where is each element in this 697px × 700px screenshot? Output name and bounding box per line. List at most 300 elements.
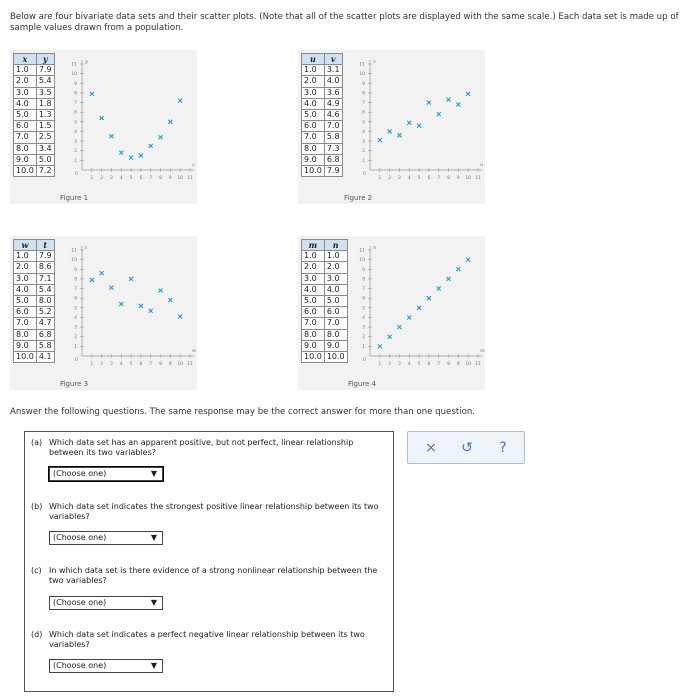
data-point <box>407 315 411 319</box>
table-cell: 8.0 <box>324 329 347 340</box>
y-tick-label: 4 <box>74 315 77 321</box>
table-row <box>302 329 348 340</box>
x-tick-label: 6 <box>427 176 431 181</box>
question-text: In which data set is there evidence of a strong nonlinear relationship between the two variables? <box>49 566 378 585</box>
table-cell: 10.0 <box>14 351 37 362</box>
table-cell: 7.9 <box>324 165 342 176</box>
y-tick-label: 2 <box>74 149 77 155</box>
y-tick-label: 10 <box>359 258 365 264</box>
table-cell: 4.6 <box>324 109 342 120</box>
table-cell: 7.3 <box>324 143 342 154</box>
figure-label: Figure 2 <box>344 194 373 202</box>
scatter-plot <box>350 238 485 378</box>
table-row <box>14 329 55 340</box>
x-tick-label: 4 <box>407 362 411 367</box>
table-header-row <box>14 54 55 65</box>
data-point <box>159 135 163 139</box>
x-tick-label: 2 <box>100 362 104 367</box>
table-cell: 5.0 <box>302 295 325 306</box>
x-tick-label: 5 <box>417 362 421 367</box>
x-tick-label: 6 <box>427 362 431 367</box>
table-cell: 7.9 <box>36 65 54 76</box>
table-cell: 8.0 <box>14 143 37 154</box>
origin-label: 0 <box>75 358 78 363</box>
y-tick-label: 8 <box>362 277 365 283</box>
x-axis-label: x <box>192 162 195 168</box>
y-tick-label: 9 <box>362 81 365 87</box>
table-row <box>14 351 55 362</box>
column-header: v <box>324 54 342 65</box>
table-cell: 3.0 <box>302 273 325 284</box>
x-tick-label: 11 <box>187 362 193 367</box>
table-cell: 10.0 <box>302 351 325 362</box>
y-axis-label: t <box>85 245 88 251</box>
data-point <box>109 286 113 290</box>
table-row <box>14 318 55 329</box>
y-tick-label: 10 <box>359 72 365 78</box>
x-tick-label: 3 <box>110 362 113 367</box>
x-tick-label: 8 <box>447 362 450 367</box>
data-point <box>100 116 104 120</box>
y-tick-label: 6 <box>74 110 77 116</box>
table-cell: 3.0 <box>14 87 37 98</box>
x-tick-label: 1 <box>90 176 94 181</box>
y-tick-label: 7 <box>362 287 365 293</box>
y-tick-label: 3 <box>74 325 77 331</box>
table-row <box>302 251 348 262</box>
table-cell: 2.0 <box>302 262 325 273</box>
table-cell: 1.3 <box>36 109 54 120</box>
data-table <box>301 53 343 177</box>
data-point <box>119 151 123 155</box>
x-tick-label: 1 <box>378 362 382 367</box>
table-cell: 9.0 <box>302 340 325 351</box>
table-cell: 5.0 <box>36 154 54 165</box>
data-point <box>417 124 421 128</box>
scatter-plot <box>350 52 482 192</box>
x-tick-label: 7 <box>149 176 153 181</box>
table-cell: 4.0 <box>14 98 37 109</box>
x-tick-label: 2 <box>388 176 392 181</box>
table-cell: 10.0 <box>302 165 325 176</box>
table-row <box>14 143 55 154</box>
x-axis-label: w <box>192 348 197 354</box>
x-tick-label: 11 <box>475 176 481 181</box>
select-value: (Choose one) <box>53 469 107 478</box>
data-point <box>417 306 421 310</box>
x-tick-label: 4 <box>119 176 123 181</box>
table-row <box>302 87 343 98</box>
table-cell: 8.6 <box>36 262 54 273</box>
question-label: (b) <box>31 502 43 511</box>
x-tick-label: 7 <box>149 362 153 367</box>
table-row <box>302 132 343 143</box>
table-cell: 7.2 <box>36 165 54 176</box>
table-row <box>302 76 343 87</box>
y-tick-label: 1 <box>362 158 365 164</box>
y-tick-label: 2 <box>362 149 365 155</box>
chevron-down-icon: ▼ <box>150 469 157 478</box>
table-cell: 9.0 <box>302 154 325 165</box>
y-tick-label: 10 <box>71 72 77 78</box>
data-point <box>466 92 470 96</box>
data-point <box>109 134 113 138</box>
x-tick-label: 6 <box>139 176 143 181</box>
column-header: w <box>14 240 37 251</box>
column-header: t <box>36 240 54 251</box>
table-row <box>302 109 343 120</box>
y-tick-label: 11 <box>71 248 77 254</box>
y-tick-label: 5 <box>362 306 365 312</box>
x-tick-label: 3 <box>398 176 401 181</box>
x-tick-label: 10 <box>177 176 184 181</box>
table-row <box>14 109 55 120</box>
x-tick-label: 6 <box>139 362 143 367</box>
y-tick-label: 4 <box>74 129 77 135</box>
y-tick-label: 4 <box>362 129 365 135</box>
y-axis-label: v <box>373 59 376 65</box>
x-tick-label: 7 <box>437 362 441 367</box>
table-row <box>14 154 55 165</box>
table-row <box>302 295 348 306</box>
answer-select-c[interactable] <box>49 596 163 610</box>
table-cell: 4.9 <box>324 98 342 109</box>
table-row <box>302 65 343 76</box>
question-label: (d) <box>31 630 43 639</box>
data-point <box>427 101 431 105</box>
x-tick-label: 9 <box>456 362 460 367</box>
chevron-down-icon: ▼ <box>150 533 157 542</box>
question-text: Which data set indicates the strongest positive linear relationship between its two variables? <box>49 502 379 521</box>
x-tick-label: 7 <box>437 176 441 181</box>
x-tick-label: 9 <box>168 176 172 181</box>
table-cell: 3.5 <box>36 87 54 98</box>
x-tick-label: 10 <box>465 362 472 367</box>
y-tick-label: 5 <box>362 120 365 126</box>
data-point <box>437 287 441 291</box>
x-tick-label: 9 <box>456 176 460 181</box>
table-row <box>14 76 55 87</box>
questions-box <box>24 431 394 692</box>
column-header: n <box>324 240 347 251</box>
table-row <box>14 98 55 109</box>
table-cell: 4.0 <box>324 76 342 87</box>
data-point <box>90 92 94 96</box>
table-cell: 1.0 <box>324 251 347 262</box>
table-row <box>14 165 55 176</box>
x-tick-label: 4 <box>119 362 123 367</box>
table-row <box>14 284 55 295</box>
question-text: Which data set indicates a perfect negative linear relationship between its two variables? <box>49 630 365 649</box>
table-cell: 5.0 <box>302 109 325 120</box>
data-table <box>13 53 55 177</box>
x-tick-label: 11 <box>187 176 193 181</box>
table-row <box>302 318 348 329</box>
table-cell: 1.0 <box>14 65 37 76</box>
y-tick-label: 3 <box>362 139 365 145</box>
table-cell: 4.0 <box>302 284 325 295</box>
data-point <box>437 112 441 116</box>
data-point <box>149 309 153 313</box>
y-tick-label: 5 <box>74 306 77 312</box>
question-label: (c) <box>31 566 42 575</box>
dataset-panel-1 <box>10 50 197 204</box>
x-tick-label: 3 <box>110 176 113 181</box>
x-tick-label: 8 <box>159 176 162 181</box>
table-row <box>302 340 348 351</box>
table-row <box>14 121 55 132</box>
table-cell: 7.0 <box>302 318 325 329</box>
table-cell: 6.0 <box>14 121 37 132</box>
table-row <box>14 132 55 143</box>
figure-label: Figure 1 <box>60 194 89 202</box>
table-cell: 4.0 <box>14 284 37 295</box>
origin-label: 0 <box>75 172 78 177</box>
x-tick-label: 9 <box>168 362 172 367</box>
table-cell: 9.0 <box>14 154 37 165</box>
table-row <box>302 351 348 362</box>
y-tick-label: 6 <box>362 296 365 302</box>
table-row <box>302 307 348 318</box>
table-cell: 1.0 <box>14 251 37 262</box>
table-cell: 8.0 <box>302 329 325 340</box>
intro-text: Below are four bivariate data sets and their scatter plots. (Note that all of the scatter plots are displayed with the same scale.) Each data set is made up of sample values drawn from a population. <box>10 12 679 33</box>
table-cell: 5.8 <box>324 132 342 143</box>
table-cell: 3.6 <box>324 87 342 98</box>
y-tick-label: 9 <box>74 81 77 87</box>
x-axis-label: m <box>480 348 485 354</box>
clear-icon[interactable]: × <box>425 440 437 456</box>
table-cell: 7.1 <box>36 273 54 284</box>
table-cell: 3.4 <box>36 143 54 154</box>
scatter-plot <box>62 52 194 192</box>
table-cell: 6.0 <box>324 307 347 318</box>
table-row <box>302 273 348 284</box>
y-tick-label: 3 <box>362 325 365 331</box>
scatter-plot <box>62 238 197 378</box>
data-point <box>378 138 382 142</box>
x-tick-label: 5 <box>129 176 133 181</box>
data-point <box>466 258 470 262</box>
dataset-panel-4 <box>298 236 485 390</box>
y-axis-label: y <box>85 59 88 65</box>
chevron-down-icon: ▼ <box>150 661 157 670</box>
select-value: (Choose one) <box>53 661 107 670</box>
figure-label: Figure 4 <box>348 380 377 388</box>
table-cell: 7.0 <box>14 132 37 143</box>
dataset-panel-3 <box>10 236 197 390</box>
table-cell: 8.0 <box>302 143 325 154</box>
table-cell: 2.0 <box>14 76 37 87</box>
answer-select-d[interactable] <box>49 659 163 673</box>
table-row <box>302 154 343 165</box>
y-tick-label: 8 <box>74 91 77 97</box>
x-tick-label: 5 <box>417 176 421 181</box>
y-tick-label: 6 <box>74 296 77 302</box>
table-row <box>302 121 343 132</box>
table-cell: 6.8 <box>36 329 54 340</box>
origin-label: 0 <box>363 358 366 363</box>
table-cell: 4.7 <box>36 318 54 329</box>
table-cell: 7.0 <box>324 121 342 132</box>
chevron-down-icon: ▼ <box>150 598 157 607</box>
table-cell: 8.0 <box>36 295 54 306</box>
table-row <box>302 143 343 154</box>
select-value: (Choose one) <box>53 533 107 542</box>
table-cell: 5.2 <box>36 307 54 318</box>
data-point <box>378 344 382 348</box>
table-cell: 10.0 <box>324 351 347 362</box>
data-point <box>447 277 451 281</box>
table-row <box>14 295 55 306</box>
data-point <box>388 129 392 133</box>
table-cell: 2.0 <box>302 76 325 87</box>
y-tick-label: 1 <box>74 158 77 164</box>
table-cell: 2.5 <box>36 132 54 143</box>
y-tick-label: 11 <box>359 248 365 254</box>
data-point <box>139 304 143 308</box>
table-row <box>302 165 343 176</box>
undo-icon[interactable]: ↺ <box>461 440 473 456</box>
table-cell: 5.4 <box>36 284 54 295</box>
table-cell: 2.0 <box>324 262 347 273</box>
table-row <box>14 65 55 76</box>
question-label: (a) <box>31 438 43 447</box>
help-icon[interactable]: ? <box>499 440 507 456</box>
table-row <box>14 307 55 318</box>
table-cell: 4.0 <box>302 98 325 109</box>
data-point <box>90 278 94 282</box>
table-cell: 1.0 <box>302 65 325 76</box>
y-tick-label: 7 <box>74 101 77 107</box>
table-cell: 3.1 <box>324 65 342 76</box>
table-cell: 6.0 <box>14 307 37 318</box>
x-tick-label: 10 <box>177 362 184 367</box>
y-tick-label: 4 <box>362 315 365 321</box>
data-point <box>397 133 401 137</box>
table-cell: 3.0 <box>302 87 325 98</box>
data-point <box>397 325 401 329</box>
x-tick-label: 3 <box>398 362 401 367</box>
column-header: y <box>36 54 54 65</box>
x-tick-label: 1 <box>90 362 94 367</box>
answer-instructions: Answer the following questions. The same response may be the correct answer for more than one question. <box>10 407 476 417</box>
x-axis-label: u <box>480 162 484 168</box>
table-cell: 5.0 <box>324 295 347 306</box>
x-tick-label: 5 <box>129 362 133 367</box>
data-point <box>456 267 460 271</box>
table-row <box>302 284 348 295</box>
column-header: x <box>14 54 37 65</box>
data-point <box>129 155 133 159</box>
data-point <box>178 99 182 103</box>
table-row <box>302 98 343 109</box>
data-point <box>149 144 153 148</box>
table-cell: 3.0 <box>14 273 37 284</box>
table-cell: 6.8 <box>324 154 342 165</box>
column-header: m <box>302 240 325 251</box>
table-row <box>14 251 55 262</box>
data-point <box>159 288 163 292</box>
y-tick-label: 3 <box>74 139 77 145</box>
answer-select-b[interactable] <box>49 531 163 545</box>
data-table <box>301 239 348 363</box>
y-tick-label: 5 <box>74 120 77 126</box>
table-cell: 10.0 <box>14 165 37 176</box>
table-cell: 9.0 <box>324 340 347 351</box>
y-tick-label: 9 <box>74 267 77 273</box>
y-axis-label: n <box>373 245 377 251</box>
y-tick-label: 8 <box>74 277 77 283</box>
answer-toolbox <box>407 431 525 464</box>
y-tick-label: 1 <box>74 344 77 350</box>
question-text: Which data set has an apparent positive, but not perfect, linear relationship between its two variables? <box>49 438 354 457</box>
data-point <box>456 102 460 106</box>
origin-label: 0 <box>363 172 366 177</box>
y-tick-label: 11 <box>71 62 77 68</box>
table-row <box>302 262 348 273</box>
data-point <box>100 271 104 275</box>
column-header: u <box>302 54 325 65</box>
table-cell: 5.8 <box>36 340 54 351</box>
y-tick-label: 2 <box>362 335 365 341</box>
y-tick-label: 8 <box>362 91 365 97</box>
x-tick-label: 4 <box>407 176 411 181</box>
answer-select-a[interactable] <box>49 467 163 481</box>
data-point <box>447 98 451 102</box>
figure-label: Figure 3 <box>60 380 89 388</box>
table-cell: 7.9 <box>36 251 54 262</box>
table-cell: 5.0 <box>14 109 37 120</box>
table-row <box>14 87 55 98</box>
x-tick-label: 10 <box>465 176 472 181</box>
table-cell: 6.0 <box>302 307 325 318</box>
data-point <box>119 302 123 306</box>
table-cell: 8.0 <box>14 329 37 340</box>
data-point <box>178 314 182 318</box>
table-cell: 3.0 <box>324 273 347 284</box>
dataset-panel-2 <box>298 50 485 204</box>
table-row <box>14 273 55 284</box>
y-tick-label: 6 <box>362 110 365 116</box>
table-cell: 1.5 <box>36 121 54 132</box>
table-cell: 5.4 <box>36 76 54 87</box>
table-cell: 1.0 <box>302 251 325 262</box>
data-point <box>407 121 411 125</box>
x-tick-label: 8 <box>159 362 162 367</box>
table-cell: 7.0 <box>14 318 37 329</box>
table-header-row <box>14 240 55 251</box>
table-cell: 4.0 <box>324 284 347 295</box>
x-tick-label: 11 <box>475 362 481 367</box>
table-cell: 7.0 <box>324 318 347 329</box>
table-row <box>14 340 55 351</box>
data-point <box>168 120 172 124</box>
table-cell: 9.0 <box>14 340 37 351</box>
x-tick-label: 2 <box>388 362 392 367</box>
data-table <box>13 239 55 363</box>
table-header-row <box>302 54 343 65</box>
y-tick-label: 11 <box>359 62 365 68</box>
data-point <box>427 296 431 300</box>
y-tick-label: 7 <box>362 101 365 107</box>
x-tick-label: 1 <box>378 176 382 181</box>
select-value: (Choose one) <box>53 598 107 607</box>
table-cell: 5.0 <box>14 295 37 306</box>
table-cell: 4.1 <box>36 351 54 362</box>
table-header-row <box>302 240 348 251</box>
data-point <box>129 277 133 281</box>
